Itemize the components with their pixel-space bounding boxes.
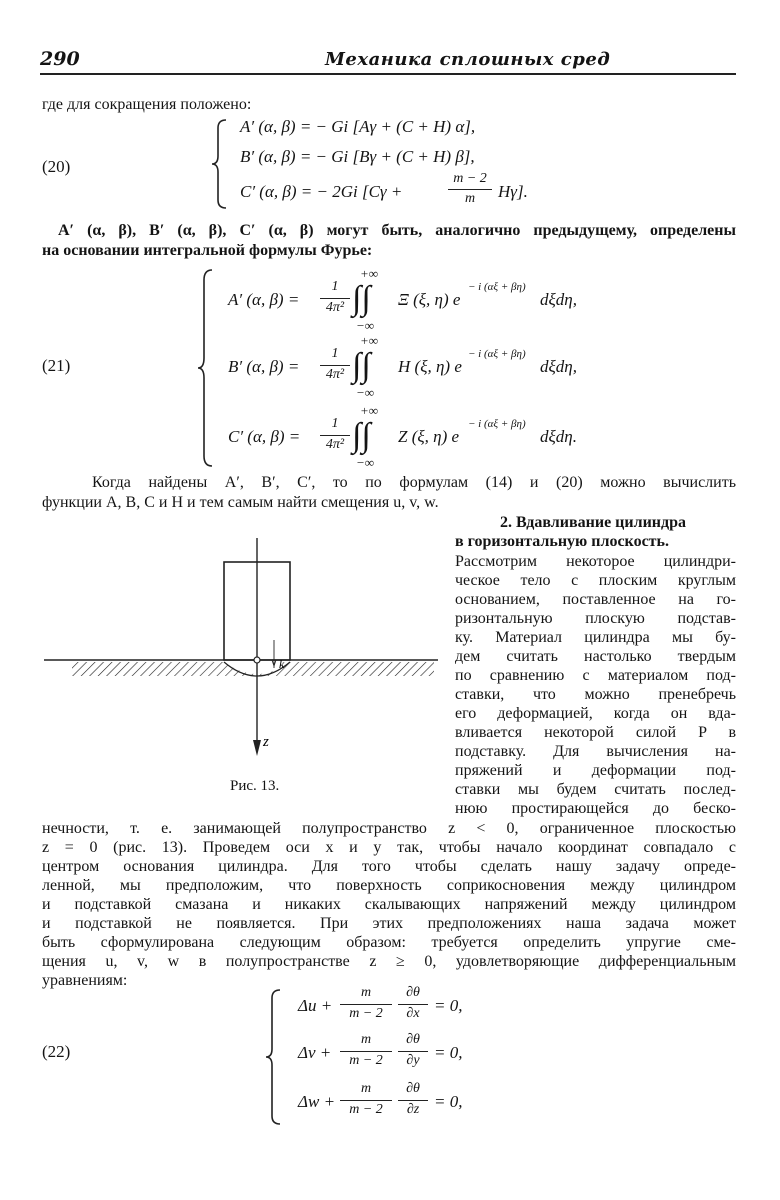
eq21-row3-frac-den: 4π²: [325, 437, 345, 452]
z-axis-arrow: [253, 740, 261, 756]
z-axis-label: z: [263, 734, 269, 750]
figure-caption: Рис. 13.: [230, 778, 280, 794]
eq22-row2-dden: ∂y: [406, 1053, 420, 1068]
eq20-line3b: Hγ].: [498, 182, 528, 201]
eq21-row2-tail: dξdη,: [540, 357, 577, 376]
eq22-brace: [264, 988, 284, 1126]
full-line-4: ленной, мы предположим, что поверхность соприкосновения между цилиндром: [42, 877, 736, 894]
full-line-7: быть сформулирована следующим образом: требуется определить упругие сме-: [42, 934, 736, 951]
eq22-row1-lhs: Δu +: [298, 996, 333, 1015]
eq21-row1-upper: +∞: [360, 266, 379, 281]
eq21-brace: [196, 268, 216, 468]
eq21-row2-frac-bar: [320, 365, 350, 366]
eq20-line2: B′ (α, β) = − Gi [Bγ + (C + H) β],: [240, 147, 475, 166]
side-line-4: ризонтальную плоскую подстав-: [455, 610, 736, 627]
full-line-3: центром основания цилиндра. Для того чтобы сделать нашу задачу опреде-: [42, 858, 736, 875]
eq21-row1-func: Ξ (ξ, η) e: [398, 290, 461, 309]
para-after21-line1: Когда найдены A′, B′, C′, то по формулам (14) и (20) можно вычислить: [92, 474, 736, 491]
eq22-row3-frac-den: m − 2: [349, 1102, 383, 1117]
eq20-line1: A′ (α, β) = − Gi [Aγ + (C + H) α],: [240, 117, 476, 136]
eq22-row2-frac-num: m: [360, 1032, 372, 1047]
eq22-row3-rhs: = 0,: [434, 1092, 463, 1111]
eq22-row3-frac-bar: [340, 1100, 392, 1101]
eq21-row1-exp: − i (αξ + βη): [468, 281, 526, 293]
eq21-row3-frac-bar: [320, 435, 350, 436]
eq22-row2-rhs: = 0,: [434, 1043, 463, 1062]
eq22-row3-dnum: ∂θ: [406, 1081, 420, 1096]
side-line-7: по сравнению с материалом под-: [455, 667, 736, 684]
page-header: [40, 44, 734, 74]
eq21-row2-exp: − i (αξ + βη): [468, 348, 526, 360]
eq21-row3-tail: dξdη.: [540, 427, 577, 446]
side-line-12: пряжений и деформации под-: [455, 762, 736, 779]
k-label: k: [279, 657, 285, 671]
eq21-row2-integral: ∫∫: [352, 347, 371, 384]
eq22-row3-dden: ∂z: [406, 1102, 420, 1117]
full-line-2: z = 0 (рис. 13). Проведем оси x и y так, чтобы начало координат совпадало с: [42, 839, 736, 856]
page-number: 290: [40, 48, 80, 70]
eq22-row3-lhs: Δw +: [298, 1092, 336, 1111]
eq22-row2-frac-den: m − 2: [349, 1053, 383, 1068]
side-line-9: его деформацией, когда он вда-: [455, 705, 736, 722]
eq21-row1-frac-num: 1: [331, 279, 339, 294]
side-line-1: Рассмотрим некоторое цилиндри-: [455, 553, 736, 570]
eq21-row3-upper: +∞: [360, 403, 379, 418]
full-line-8: щения u, v, w в полупространстве z ≥ 0, удовлетворяющие дифференциальным: [42, 953, 736, 970]
side-line-6: дем считать настолько твердым: [455, 648, 736, 665]
side-line-3: основанием, поставленное на го-: [455, 591, 736, 608]
eq21-row3-lower: −∞: [356, 455, 375, 470]
eq20-frac-num: m − 2: [453, 171, 487, 186]
side-line-11: подставку. Для вычисления на-: [455, 743, 736, 760]
eq22-row1-dnum: ∂θ: [406, 985, 420, 1000]
eq21-row3-frac-num: 1: [331, 416, 339, 431]
origin-marker: [254, 657, 260, 663]
full-line-6: и подставкой не появляется. При этих предположениях наша задача может: [42, 915, 736, 932]
eq22-label: (22): [42, 1042, 71, 1061]
eq22-row1-frac-bar: [340, 1004, 392, 1005]
eq22-row3-dbar: [398, 1100, 428, 1101]
eq21-row1-frac-den: 4π²: [325, 300, 345, 315]
side-line-10: вливается некоторой силой P в: [455, 724, 736, 741]
eq21-row1-tail: dξdη,: [540, 290, 577, 309]
eq21-row1-frac-bar: [320, 298, 350, 299]
side-line-13: ставки мы будем считать послед-: [455, 781, 736, 798]
eq20-label: (20): [42, 157, 71, 176]
eq20-frac-den: m: [464, 191, 476, 206]
eq21-row3-exp: − i (αξ + βη): [468, 418, 526, 430]
side-line-5: ку. Материал цилиндра мы бу-: [455, 629, 736, 646]
eq20-brace: [210, 118, 230, 210]
eq22-row1-rhs: = 0,: [434, 996, 463, 1015]
header-rule: [40, 73, 736, 75]
eq20-frac-bar: [448, 189, 492, 190]
para-after20-line2: на основании интегральной формулы Фурье:: [42, 242, 373, 259]
eq20-line3a: C′ (α, β) = − 2Gi [Cγ +: [240, 182, 403, 201]
eq22-row3-frac-num: m: [360, 1081, 372, 1096]
section-title-line2: в горизонтальную плоскость.: [455, 533, 669, 550]
eq22-row2-dbar: [398, 1051, 428, 1052]
eq21-row3-integral: ∫∫: [352, 417, 371, 454]
eq21-row2-lower: −∞: [356, 385, 375, 400]
section-title-line1: 2. Вдавливание цилиндра: [500, 514, 687, 531]
eq22-row1-dbar: [398, 1004, 428, 1005]
ground-hatching: [72, 662, 434, 676]
figure-13: [42, 528, 442, 773]
eq21-row2-frac-den: 4π²: [325, 367, 345, 382]
eq22-row2-dnum: ∂θ: [406, 1032, 420, 1047]
eq22-row2-lhs: Δv +: [298, 1043, 332, 1062]
eq21-row3-lhs: C′ (α, β) =: [228, 427, 301, 446]
eq21-row1-integral: ∫∫: [352, 280, 371, 317]
para-after20-line1: A′ (α, β), B′ (α, β), C′ (α, β) могут быть, аналогично предыдущему, определены: [58, 222, 736, 239]
full-line-1: нечности, т. е. занимающей полупространство z < 0, ограниченное плоскостью: [42, 820, 736, 837]
eq21-row1-lhs: A′ (α, β) =: [228, 290, 300, 309]
side-line-2: ческое тело с плоским круглым: [455, 572, 736, 589]
side-line-14: нюю простирающейся до беско-: [455, 800, 736, 817]
eq21-row1-lower: −∞: [356, 318, 375, 333]
eq21-label: (21): [42, 356, 71, 375]
running-title: Механика сплошных сред: [325, 49, 611, 70]
eq22-row2-frac-bar: [340, 1051, 392, 1052]
eq21-row2-upper: +∞: [360, 333, 379, 348]
eq21-row2-frac-num: 1: [331, 346, 339, 361]
eq21-row2-lhs: B′ (α, β) =: [228, 357, 300, 376]
eq22-row1-frac-den: m − 2: [349, 1006, 383, 1021]
side-line-8: ставки, что можно пренебречь: [455, 686, 736, 703]
eq21-row3-func: Z (ξ, η) e: [398, 427, 460, 446]
full-line-9: уравнениям:: [42, 972, 128, 989]
eq22-row1-frac-num: m: [360, 985, 372, 1000]
eq21-row2-func: H (ξ, η) e: [398, 357, 462, 376]
eq22-row1-dden: ∂x: [406, 1006, 420, 1021]
para-after21-line2: функции A, B, C и H и тем самым найти смещения u, v, w.: [42, 494, 439, 511]
intro-text: где для сокращения положено:: [42, 96, 252, 113]
full-line-5: и подставкой смазана и никаких скалывающих напряжений между цилиндром: [42, 896, 736, 913]
